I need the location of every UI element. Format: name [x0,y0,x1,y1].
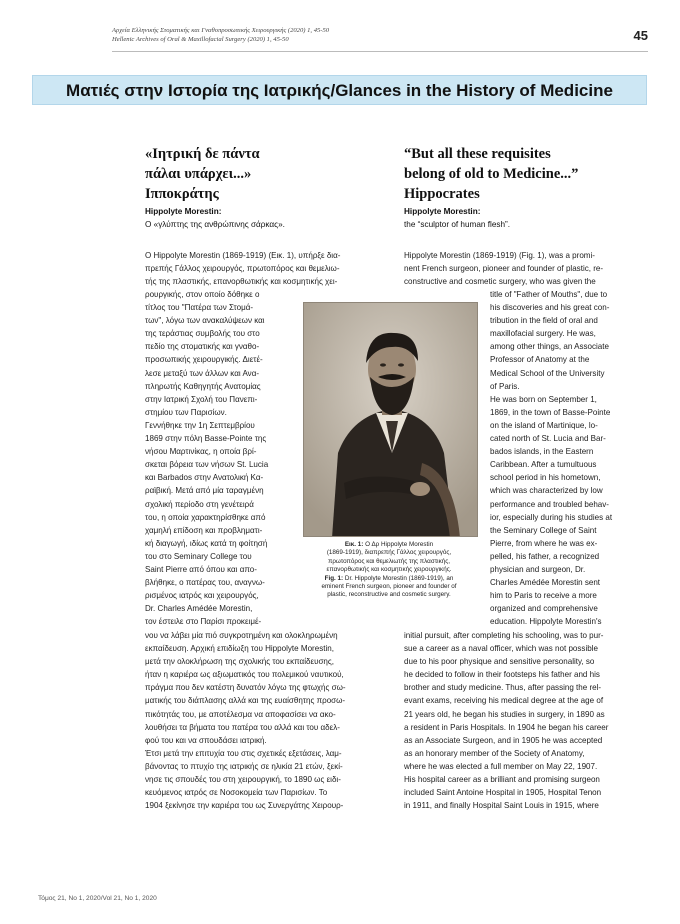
english-text-line: constructive and cosmetic surgery, who was given the [404,277,596,287]
greek-text-line: νου να λάβει μία πιό συγκροτημένη και ολοκληρωμένη [145,631,338,640]
english-title-line: “But all these requisites [404,146,551,162]
english-text-line: among other things, an Associate [490,342,609,352]
greek-text-line: Γεννήθηκε την 1η Σεπτεμβρίου [145,420,255,430]
greek-text-line: χαμηλή επίδοση και προβληματι- [145,525,263,535]
greek-body-wrap [145,288,268,628]
greek-text-line: Έτσι μετά την επιτυχία του στις σχετικές εξετάσεις, λαμ- [145,748,342,758]
english-text-line: maxillofacial surgery. He was, [490,329,596,339]
english-text-line: ior, especially during his studies at [490,512,613,522]
greek-text-line: των", λόγω των ανακαλύψεων και [145,316,265,326]
english-subtitle-desc: the “sculptor of human flesh”. [404,219,511,229]
english-text-line: due to his poor physique and sensitive personality, so [404,657,595,667]
english-text-line: evant exams, receiving his medical degree at the age of [404,696,604,706]
greek-text-line: μετά την ολοκλήρωση της σχολικής του εκπαίδευσης, [145,657,335,667]
greek-text-line: ραϊβική. Μετά από μία ταραγμένη [145,486,264,496]
caption-label-greek: Εικ. 1: [344,541,364,548]
section-title: Ματιές στην Ιστορία της Ιατρικής/Glances in the History of Medicine [66,81,613,100]
greek-text-line: στην Ιατρική Σχολή του Πανεπι- [145,394,258,404]
english-text-line: in 1911, and finally Hospital Saint Louis in 1915, where [404,801,599,811]
english-text-line: Caribbean. After a tumultuous [490,460,597,470]
english-text-line: organized and comprehensive [490,604,598,614]
english-text-line: initial pursuit, after completing his schooling, was to pur- [404,631,604,640]
greek-subtitle-name: Hippolyte Morestin: [145,207,222,216]
english-text-line: His hospital career as a brilliant and promising surgeon [404,775,600,785]
greek-title [145,144,260,204]
english-subtitle-name: Hippolyte Morestin: [404,207,481,216]
english-text-line: as an Associate Surgeon, and in 1905 he was accepted [404,735,603,745]
english-text-line: as an honorary member of the Society of Anatomy, [404,748,585,758]
greek-text-line: ρισμένος ιατρός και χειρουργός, [145,591,259,601]
english-title-line: belong of old to Medicine...” [404,166,579,182]
journal-title-greek: Αρχεία Ελληνικής Στοματικής και Γναθοπροσωπικής Χειρουργικής (2020) 1, 45-50 [112,27,330,34]
greek-text-line: πικότητάς του, με αποτέλεσμα να αποφασίσει να ακο- [145,709,336,719]
english-text-line: his discoveries and his great con- [490,303,610,313]
greek-text-line: βάνοντας το πτυχίο της ιατρικής σε ηλικία 21 ετών, ξεκί- [145,761,343,771]
english-text-line: a resident in Paris Hospitals. In 1904 he began his career [404,722,609,732]
greek-text-line: λεσε μεταξύ των άλλων και Ανα- [145,368,260,378]
english-text-line: physician and surgeon, Dr. [490,564,586,574]
greek-subtitle [145,206,285,231]
english-text-line: included Saint Antoine Hospital in 1905, Hospital Tenon [404,788,602,798]
greek-text-line: Saint Pierre από όπου και απο- [145,564,257,574]
page-footer: Τόμος 21, Νο 1, 2020/Vol 21, No 1, 2020 [38,895,157,902]
english-title-line: Hippocrates [404,186,480,202]
english-text-line: pelled, his father, a recognized [490,551,600,561]
greek-text-line: πράγμα που δεν κατέστη δυνατόν λόγω της φτωχής σω- [145,683,346,693]
english-text-line: tribution in the field of oral and [490,316,598,326]
greek-text-line: ματικής του διάπλασης αλλά και της ευαίσθητης προσω- [145,696,346,706]
english-text-line: where he was elected a full member on May 22, 1907. [404,761,598,771]
english-text-line: school period in his hometown, [490,473,601,483]
english-text-line: 1869, in the town of Basse-Pointe [490,407,611,417]
journal-title-english: Hellenic Archives of Oral & Maxillofacial Surgery (2020) 1, 45-50 [112,36,289,43]
english-text-line: cated north of St. Lucia and Bar- [490,434,606,444]
english-text-line: of Paris. [490,381,520,391]
english-text-line: Hippolyte Morestin (1869-1919) (Fig. 1), was a promi- [404,251,595,260]
portrait-photograph [303,302,478,537]
caption-line: eminent French surgeon, pioneer and founder of [321,583,457,591]
greek-text-line: Ο Hippolyte Morestin (1869-1919) (Εικ. 1), υπήρξε δια- [145,251,341,260]
greek-text-line: λουθήσει τα βήματα του πατέρα του αλλά και του αδελ- [145,722,340,732]
caption-line: Dr. Hippolyte Morestin (1869-1919), an [343,574,454,582]
english-subtitle [404,206,510,231]
greek-text-line: τίτλος του "Πατέρα των Στομά- [145,303,254,313]
greek-title-line: πάλαι υπάρχει...» [145,166,252,182]
english-text-line: on the island of Martinique, lo- [490,420,598,430]
greek-subtitle-desc: Ο «γλύπτης της ανθρώπινης σάρκας». [145,219,285,229]
english-text-line: He was born on September 1, [490,394,597,404]
greek-text-line: προσωπικής χειρουργικής. Διετέ- [145,355,263,365]
english-title [404,144,578,204]
english-text-line: sue a career as a naval officer, which was not possible [404,644,598,654]
english-text-line: education. Hippolyte Morestin's [490,617,602,627]
caption-line: πρωτοπόρος και θεμελιωτής της πλαστικής, [327,557,451,565]
greek-text-line: κή διαγωγή, ιδίως κατά τη φοίτησή [145,538,268,548]
english-body-wrap [490,288,612,628]
greek-text-line: του στο Seminary College του [145,551,252,561]
greek-text-line: 1869 στην πόλη Basse-Pointe της [145,434,267,444]
caption-line: plastic, reconstructive and cosmetic surgery. [327,591,451,599]
caption-line: επανορθωτικής και κοσμητικής χειρουργικής. [326,566,452,574]
greek-text-line: και Barbados στην Ανατολική Κα- [145,473,264,483]
english-text-line: he decided to follow in their footsteps his father and his [404,670,600,680]
greek-text-line: τον έστειλε στο Παρίσι προκειμέ- [145,617,262,627]
greek-body-top [145,249,340,288]
english-body-top [404,249,603,288]
greek-text-line: στημίου των Παρισίων. [145,407,227,417]
caption-line: Ο Δρ Hippolyte Morestin [363,541,434,548]
greek-title-line: «Ιητρική δε πάντα [145,146,260,162]
greek-text-line: νήσου Μαρτινίκας, η οποία βρί- [145,447,257,457]
greek-text-line: του, η οποία χαρακτηρίσθηκε από [145,512,266,522]
greek-text-line: Dr. Charles Amédée Morestin, [145,604,253,614]
english-text-line: which was characterized by low [490,486,603,496]
caption-line: (1869-1919), διαπρεπής Γάλλος χειρουργός, [326,549,452,557]
english-text-line: Professor of Anatomy at the [490,355,590,365]
english-text-line: Pierre, from where he was ex- [490,538,598,548]
greek-text-line: πληρωτής Καθηγητής Ανατομίας [145,381,261,391]
english-text-line: nent French surgeon, pioneer and founder of plastic, re- [404,264,604,274]
english-text-line: the Seminary College of Saint [490,525,597,535]
greek-text-line: τής της πλαστικής, επανορθωτικής και κοσμητικής χει- [145,277,338,287]
greek-text-line: σχολική περίοδο στη γενέτειρά [145,499,254,509]
figure-caption [296,541,482,600]
greek-text-line: ήταν η καριέρα ως αξιωματικός του πολεμικού ναυτικού, [145,670,344,680]
english-text-line: 21 years old, he began his studies in surgery, in 1890 as [404,709,605,719]
greek-text-line: βλήθηκε, ο πατέρας του, αναγνω- [145,578,265,588]
greek-text-line: νησε τις σπουδές του στη χειρουργική, το 1890 ως ειδι- [145,775,341,785]
english-text-line: bados islands, in the Eastern [490,447,594,457]
english-text-line: Medical School of the University [490,368,605,378]
header-rule [112,51,648,52]
page-number: 45 [633,28,648,43]
english-text-line: Charles Amédée Morestin sent [490,578,601,588]
greek-text-line: κευόμενος ιατρός σε Νοσοκομεία των Παρισίων. Το [145,788,328,798]
section-banner [32,75,647,105]
greek-text-line: πρεπής Γάλλος χειρουργός, πρωτοπόρος και θεμελιω- [145,264,340,274]
running-head [112,26,329,44]
greek-text-line: φού του και να σπουδάσει ιατρική. [145,735,267,745]
greek-text-line: πεδίο της στοματικής και γναθο- [145,342,260,352]
english-text-line: title of "Father of Mouths", due to [490,290,608,299]
greek-text-line: εκπαίδευση. Αρχική επιδίωξη του Hippolyte Morestin, [145,644,334,654]
english-text-line: performance and troubled behav- [490,499,609,509]
english-text-line: him to Paris to receive a more [490,591,597,601]
portrait-icon [304,303,478,537]
greek-text-line: 1904 ξεκίνησε την καριέρα του ως Συνεργάτης Χειρουρ- [145,801,344,811]
caption-label-english: Fig. 1: [324,574,344,582]
greek-title-line: Ιπποκράτης [145,186,219,202]
greek-text-line: της τεράστιας συμβολής του στο [145,329,260,339]
greek-text-line: σκεται βόρεια των νήσων St. Lucia [145,460,269,470]
english-body-bottom [404,629,608,812]
english-text-line: brother and study medicine. Thus, after passing the rel- [404,683,602,693]
greek-body-bottom [145,629,346,812]
greek-text-line: ρουργικής, στον οποίο δόθηκε ο [145,290,260,299]
